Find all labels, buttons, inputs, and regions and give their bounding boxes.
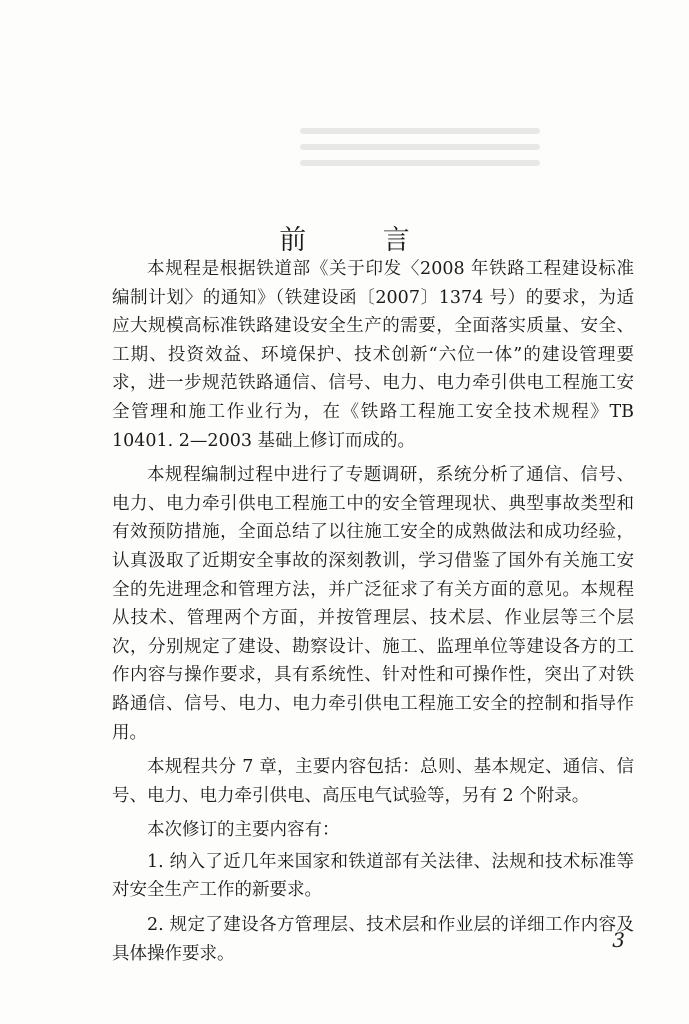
list-item-1: 1. 纳入了近几年来国家和铁道部有关法律、法规和技术标准等对安全生产工作的新要求。 xyxy=(112,851,634,901)
paragraph-4: 本次修订的主要内容有： xyxy=(147,820,340,841)
paragraph-3: 本规程共分 7 章，主要内容包括：总则、基本规定、通信、信号、电力、电力牵引供电、高压电气试验等，另有 2 个附录。 xyxy=(112,757,634,806)
page-title: 前 言 xyxy=(279,225,444,257)
body-text xyxy=(112,255,634,974)
list-item-2: 2. 规定了建设各方管理层、技术层和作业层的详细工作内容及具体操作要求。 xyxy=(112,915,634,964)
page-number: 3 xyxy=(612,928,625,952)
paragraph-2: 本规程编制过程中进行了专题调研，系统分析了通信、信号、电力、电力牵引供电工程施工中的安全管理现状、典型事故类型和有效预防措施，全面总结了以往施工安全的成熟做法和成功经验，认真汲取了近期安全事故的深刻教训，学习借鉴了国外有关施工安全的先进理念和管理方法，并广泛征求了有关方面的意见。本规程从技术、管理两个方面，并按管理层、技术层、作业层等三个层次，分别规定了建设、勘察设计、施工、监理单位等建设各方的工作内容与操作要求，具有系统性、针对性和可操作性，突出了对铁路通信、信号、电力、电力牵引供电工程施工安全的控制和指导作用。 xyxy=(112,465,634,743)
show-through-bleed xyxy=(300,118,540,198)
paragraph-1: 本规程是根据铁道部《关于印发〈2008 年铁路工程建设标准编制计划〉的通知》（铁建设函〔2007〕1374 号）的要求，为适应大规模高标准铁路建设安全生产的需要，全面落实质量、安全、工期、投资效益、环境保护、技术创新“六位一体”的建设管理要求，进一步规范铁路通信、信号、电力、电力牵引供电工程施工安全管理和施工作业行为，在《铁路工程施工安全技术规程》TB 10401. 2—2003 基础上修订而成的。 xyxy=(112,259,634,451)
